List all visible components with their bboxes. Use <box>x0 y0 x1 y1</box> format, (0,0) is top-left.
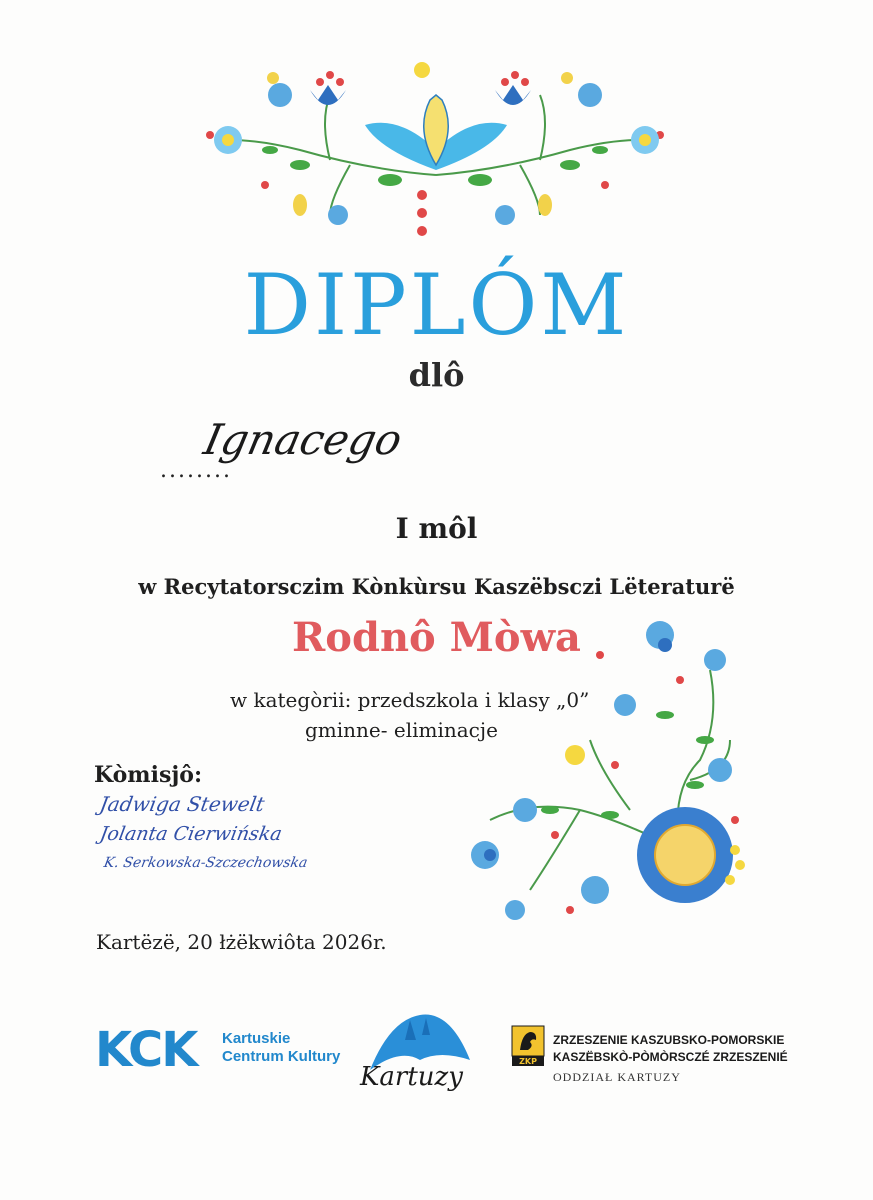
signature-3: K. Serkowska-Szczechowska <box>102 855 309 871</box>
zkp-badge-text: ZKP <box>519 1057 537 1066</box>
zkp-griffin-icon <box>512 1026 544 1066</box>
dedication-word: dlô <box>408 356 465 394</box>
diploma-title: DIPLÓM <box>243 256 630 354</box>
kck-line-2: Centrum Kultury <box>222 1048 341 1065</box>
kck-line-1: Kartuskie <box>222 1030 291 1047</box>
kck-logo-text <box>222 1030 340 1066</box>
name-dotted-line: ........ <box>160 458 232 483</box>
zkp-line-3: ODDZIAŁ KARTUZY <box>553 1070 681 1084</box>
kck-logo-mark: KCK <box>95 1022 197 1078</box>
issue-date: Kartëzë, 20 łżëkwiôta 2026r. <box>96 930 387 954</box>
recipient-name: Ignacego <box>199 415 407 464</box>
contest-description: w Recytatorsczim Kònkùrsu Kaszëbsczi Lëteraturë <box>138 574 735 599</box>
signature-2: Jolanta Cierwińska <box>98 823 284 845</box>
kartuzy-logo-text: Kartuzy <box>360 1062 463 1092</box>
signature-1: Jadwiga Stewelt <box>97 792 267 816</box>
place-award: I môl <box>395 512 478 545</box>
contest-name: Rodnô Mòwa <box>292 614 581 661</box>
zkp-line-1: ZRZESZENIE KASZUBSKO-POMORSKIE <box>553 1033 785 1047</box>
kashubian-floral-corner-ornament <box>430 610 750 940</box>
kashubian-floral-top-ornament <box>0 0 873 250</box>
category-line-1: w kategòrii: przedszkola i klasy „0” <box>230 688 590 712</box>
category-line-2: gminne- eliminacje <box>305 718 498 742</box>
zkp-line-2: KASZËBSKÒ-PÒMÒRSCZÉ ZRZESZENIÉ <box>553 1050 788 1064</box>
commission-label: Kòmisjô: <box>94 762 203 788</box>
